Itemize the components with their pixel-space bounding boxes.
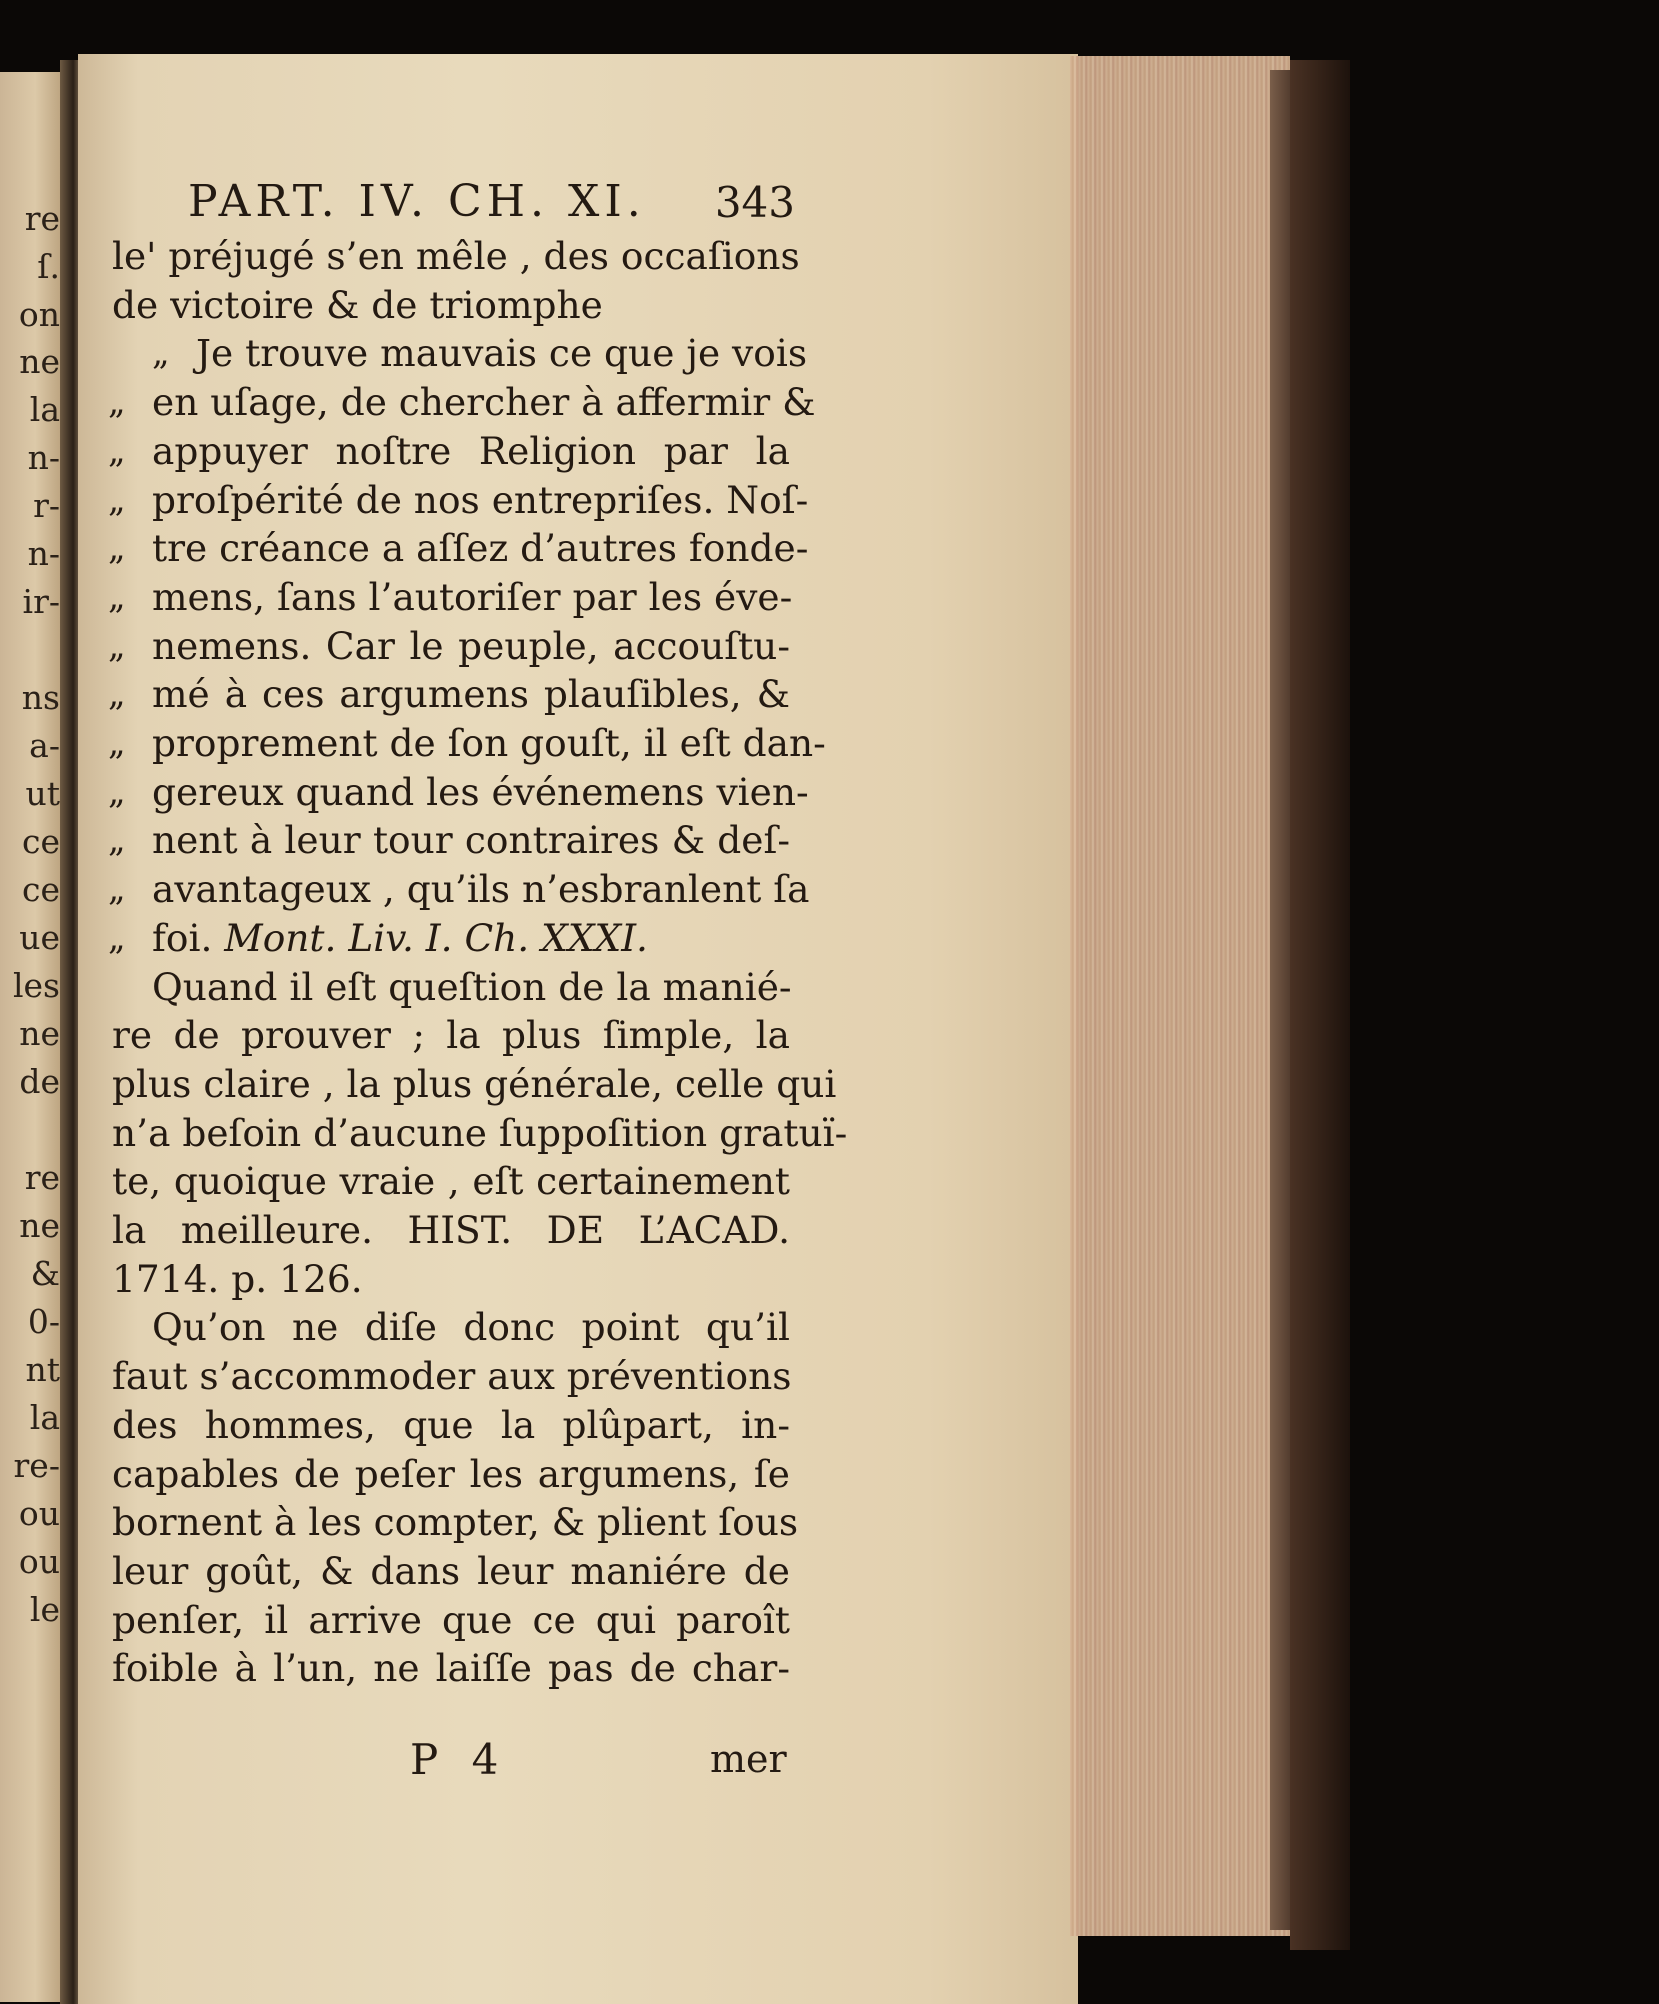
- line-text: bornent à les compter, & plient ſous: [112, 1500, 799, 1544]
- text-line: [108, 865, 810, 913]
- left-page-text-fragment: la: [29, 1398, 60, 1437]
- text-line: [108, 378, 816, 426]
- left-page-text-fragment: ou: [18, 1542, 60, 1581]
- line-text: capables de peſer les argumens, ſe: [112, 1452, 790, 1496]
- catchword: mer: [710, 1737, 787, 1781]
- line-text: des hommes, que la plûpart, in-: [112, 1403, 790, 1447]
- text-line: [112, 281, 790, 329]
- left-page-text-fragment: ce: [21, 870, 60, 909]
- left-page-text-fragment: le: [29, 1590, 60, 1629]
- left-page-text-fragment: &: [30, 1254, 60, 1293]
- line-text: te, quoique vraie , eſt certainement: [112, 1159, 790, 1203]
- quote-mark: „: [108, 626, 126, 666]
- text-line: [108, 719, 826, 767]
- text-line: [112, 1255, 790, 1303]
- text-line: [112, 1352, 790, 1400]
- line-text: avantageux , qu’ils n’esbranlent ſa: [152, 867, 810, 911]
- text-line: [108, 427, 790, 475]
- line-text: appuyer noſtre Religion par la: [152, 429, 790, 473]
- book-cover-edge: [1290, 60, 1350, 1950]
- left-page-text-fragment: ſ.: [37, 247, 60, 286]
- text-line: [108, 622, 790, 670]
- quote-mark: „: [108, 480, 126, 520]
- left-page-text-fragment: n-: [27, 438, 60, 477]
- line-text: nemens. Car le peuple, accouſtu-: [152, 624, 790, 668]
- line-text: Je trouve mauvais ce que je vois: [196, 331, 808, 375]
- text-line: [112, 1060, 837, 1108]
- left-page-text-fragment: la: [29, 390, 60, 429]
- quote-mark: „: [108, 772, 126, 812]
- quote-mark: „: [108, 674, 126, 714]
- text-line: [112, 1011, 790, 1059]
- left-page-text-fragment: 0-: [27, 1302, 60, 1341]
- line-text: re de prouver ; la plus ſimple, la: [112, 1013, 790, 1057]
- page-edges: [1070, 56, 1290, 1936]
- running-title: PART. IV. CH. XI.: [188, 176, 646, 227]
- quote-mark: „: [108, 723, 126, 763]
- running-head: [180, 176, 795, 232]
- line-text: en uſage, de chercher à affermir &: [152, 380, 816, 424]
- line-text: proprement de ſon gouſt, il eſt dan-: [152, 721, 826, 765]
- left-page-text-fragment: re-: [13, 1446, 60, 1485]
- signature-mark: P 4: [410, 1735, 509, 1784]
- line-text: penſer, il arrive que ce qui paroît: [112, 1598, 790, 1642]
- line-text: la meilleure. HIST. DE L’ACAD.: [112, 1208, 790, 1252]
- text-line: [112, 1498, 799, 1546]
- quote-mark: „: [108, 820, 126, 860]
- left-page-text-fragment: nt: [25, 1350, 60, 1389]
- line-text: de victoire & de triomphe: [112, 283, 603, 327]
- line-text: mé à ces argumens plauſibles, &: [152, 672, 790, 716]
- left-page-text-fragment: ne: [19, 1206, 60, 1245]
- line-text: nent à leur tour contraires & deſ-: [152, 818, 790, 862]
- line-text: leur goût, & dans leur maniére de: [112, 1549, 790, 1593]
- line-text: gereux quand les événemens vien-: [152, 770, 809, 814]
- line-text: Qu’on ne diſe donc point qu’il: [152, 1305, 790, 1349]
- left-page-text-fragment: ne: [19, 1014, 60, 1053]
- text-line: [108, 670, 790, 718]
- text-line: [152, 963, 790, 1011]
- text-line: [152, 1303, 790, 1351]
- left-page-text-fragment: ir-: [22, 582, 60, 621]
- left-page-text-fragment: ce: [21, 822, 60, 861]
- line-text: mens, ſans l’autoriſer par les éve-: [152, 575, 793, 619]
- citation-italic: Mont. Liv. I. Ch. XXXI.: [224, 916, 648, 960]
- text-line: [112, 1206, 790, 1254]
- text-line: [112, 1157, 790, 1205]
- text-line: [112, 1596, 790, 1644]
- left-page-text-fragment: a-: [29, 726, 60, 765]
- text-line: [108, 914, 790, 962]
- left-page-text-fragment: on: [18, 295, 60, 334]
- left-page-text-fragment: ns: [21, 678, 60, 717]
- text-line: [108, 816, 790, 864]
- text-line: [112, 1644, 790, 1692]
- left-page-text-fragment: re: [24, 1158, 60, 1197]
- left-page-text-fragment: ou: [18, 1494, 60, 1533]
- page-number: 343: [714, 178, 795, 227]
- left-page-text-fragment: r-: [33, 486, 60, 525]
- quote-mark: „: [108, 918, 126, 958]
- text-line: [108, 573, 793, 621]
- text-line: [112, 1109, 848, 1157]
- left-page-text-fragment: ne: [19, 342, 60, 381]
- left-page-text-fragment: de: [19, 1062, 60, 1101]
- text-line: [108, 476, 809, 524]
- left-page-text-fragment: n-: [27, 534, 60, 573]
- left-page-text-fragment: ue: [19, 918, 60, 957]
- quote-mark: „: [108, 382, 126, 422]
- quote-mark: „: [108, 528, 126, 568]
- line-text: n’a beſoin d’aucune ſuppoſition gratuï-: [112, 1111, 848, 1155]
- quote-mark: „: [108, 577, 126, 617]
- line-text: Quand il eſt queſtion de la manié-: [152, 965, 792, 1009]
- line-text: le' préjugé s’en mêle , des occaſions: [112, 234, 800, 278]
- text-line: [108, 768, 809, 816]
- left-page-text-fragment: re: [24, 199, 60, 238]
- line-text: tre créance a aſſez d’autres fonde-: [152, 526, 809, 570]
- left-page-text-fragment: ut: [25, 774, 60, 813]
- text-line: [112, 232, 800, 280]
- quote-mark: „: [108, 869, 126, 909]
- text-line: [108, 524, 809, 572]
- line-text: proſpérité de nos entrepriſes. Noſ-: [152, 478, 809, 522]
- text-line: [112, 1450, 790, 1498]
- text-line: [152, 329, 808, 377]
- left-page-text-fragment: les: [12, 966, 60, 1005]
- quote-mark: „: [108, 431, 126, 471]
- line-text: foi.: [152, 916, 213, 960]
- text-line: [112, 1401, 790, 1449]
- line-text: 1714. p. 126.: [112, 1257, 363, 1301]
- quote-mark: „: [152, 333, 170, 373]
- line-text: faut s’accommoder aux préventions: [112, 1354, 792, 1398]
- line-text: plus claire , la plus générale, celle qui: [112, 1062, 837, 1106]
- text-line: [112, 1547, 790, 1595]
- left-page-fragment: [0, 72, 64, 2002]
- line-text: foible à l’un, ne laiſſe pas de char-: [112, 1646, 790, 1690]
